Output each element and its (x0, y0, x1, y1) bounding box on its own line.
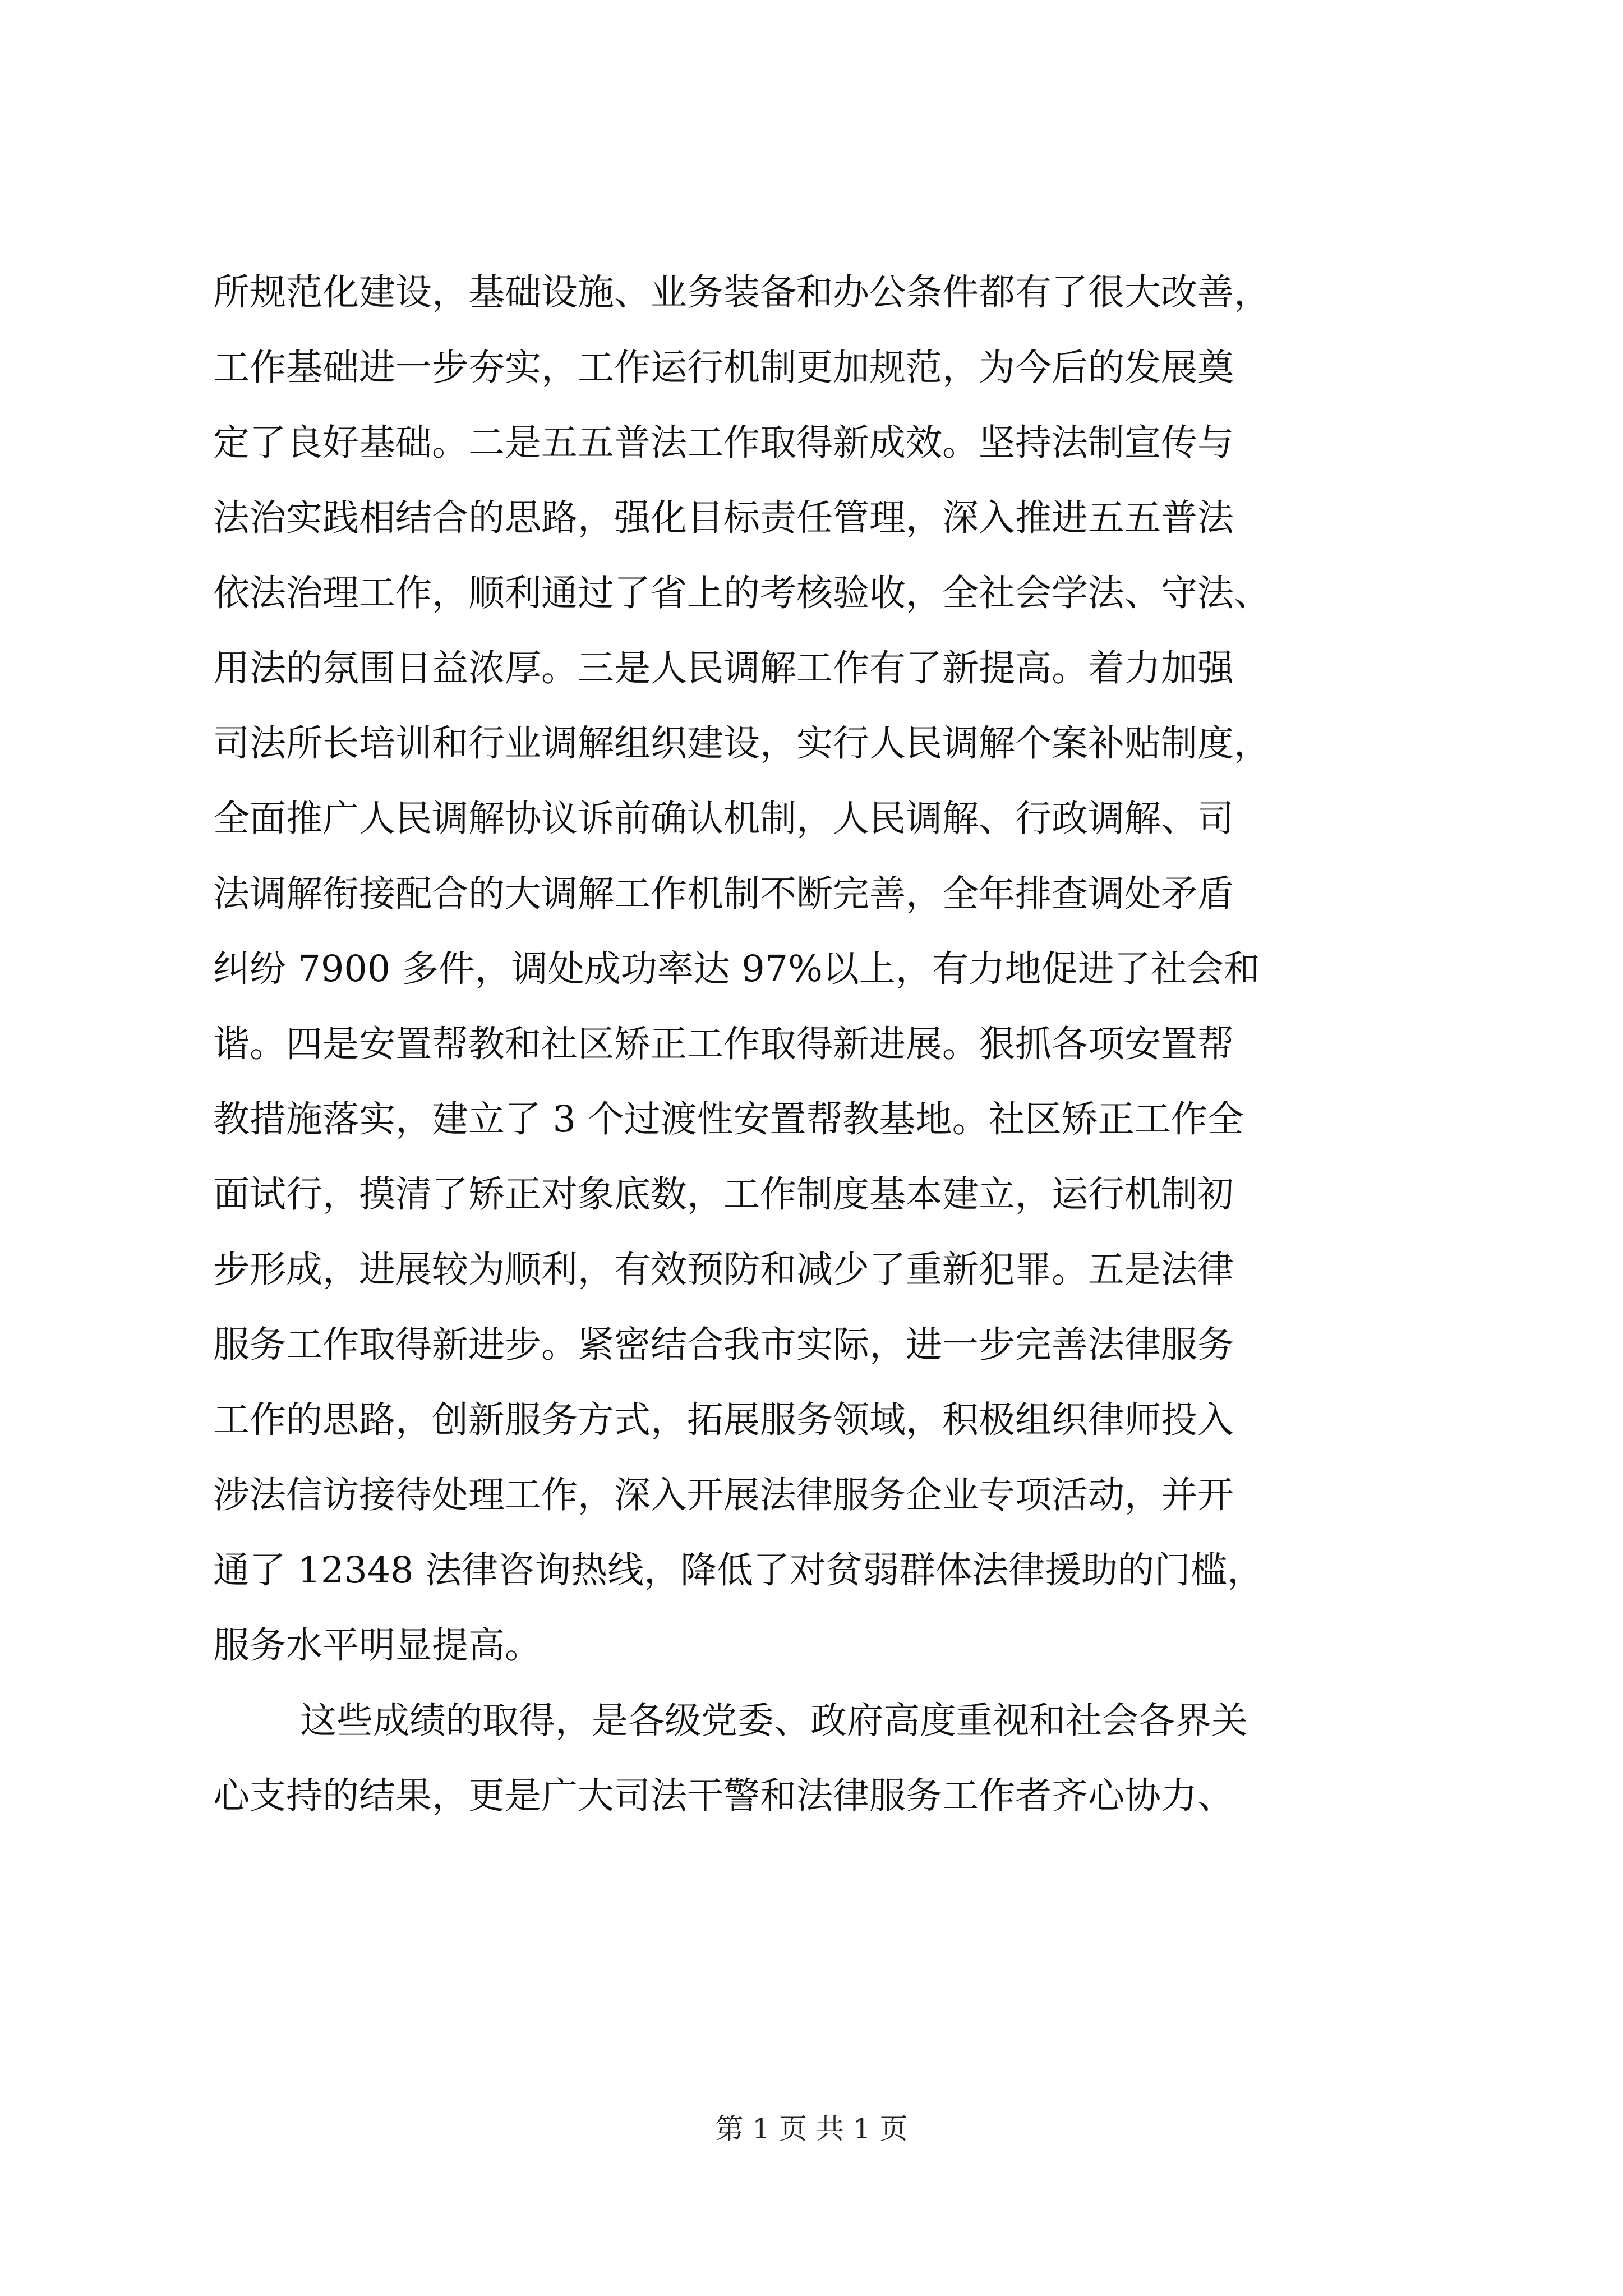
text-line-5: 依法治理工作，顺利通过了省上的考核验收，全社会学法、守法、 (213, 572, 1271, 614)
text-line-10: 纠纷 7900 多件，调处成功率达 97%以上，有力地促进了社会和 (213, 948, 1260, 990)
text-line-14: 步形成，进展较为顺利，有效预防和减少了重新犯罪。五是法律 (213, 1249, 1234, 1291)
text-line-16: 工作的思路，创新服务方式，拓展服务领域，积极组织律师投入 (213, 1399, 1234, 1441)
text-line-17: 涉法信访接待处理工作，深入开展法律服务企业专项活动，并开 (213, 1474, 1234, 1516)
text-line-2: 工作基础进一步夯实，工作运行机制更加规范，为今后的发展奠 (213, 347, 1234, 389)
text-line-19: 服务水平明显提高。 (213, 1625, 542, 1667)
text-line-21: 心支持的结果，更是广大司法干警和法律服务工作者齐心协力、 (213, 1775, 1234, 1817)
text-line-9: 法调解衔接配合的大调解工作机制不断完善，全年排查调处矛盾 (213, 873, 1234, 915)
text-line-7: 司法所长培训和行业调解组织建设，实行人民调解个案补贴制度， (213, 723, 1271, 765)
text-line-4: 法治实践相结合的思路，强化目标责任管理，深入推进五五普法 (213, 497, 1234, 539)
text-line-11: 谐。四是安置帮教和社区矫正工作取得新进展。狠抓各项安置帮 (213, 1023, 1234, 1065)
text-line-13: 面试行，摸清了矫正对象底数，工作制度基本建立，运行机制初 (213, 1174, 1234, 1216)
text-line-18: 通了 12348 法律咨询热线，降低了对贫弱群体法律援助的门槛， (213, 1549, 1264, 1591)
text-line-12: 教措施落实，建立了 3 个过渡性安置帮教基地。社区矫正工作全 (213, 1098, 1244, 1140)
page-footer: 第 1 页 共 1 页 (715, 2113, 908, 2145)
text-line-8: 全面推广人民调解协议诉前确认机制，人民调解、行政调解、司 (213, 798, 1234, 840)
text-line-1: 所规范化建设，基础设施、业务装备和办公条件都有了很大改善， (213, 272, 1271, 314)
text-line-15: 服务工作取得新进步。紧密结合我市实际，进一步完善法律服务 (213, 1324, 1234, 1366)
text-line-6: 用法的氛围日益浓厚。三是人民调解工作有了新提高。着力加强 (213, 647, 1234, 689)
body-text (213, 255, 1413, 1834)
text-line-20: 这些成绩的取得，是各级党委、政府高度重视和社会各界关 (300, 1700, 1248, 1742)
text-line-3: 定了良好基础。二是五五普法工作取得新成效。坚持法制宣传与 (213, 422, 1234, 464)
